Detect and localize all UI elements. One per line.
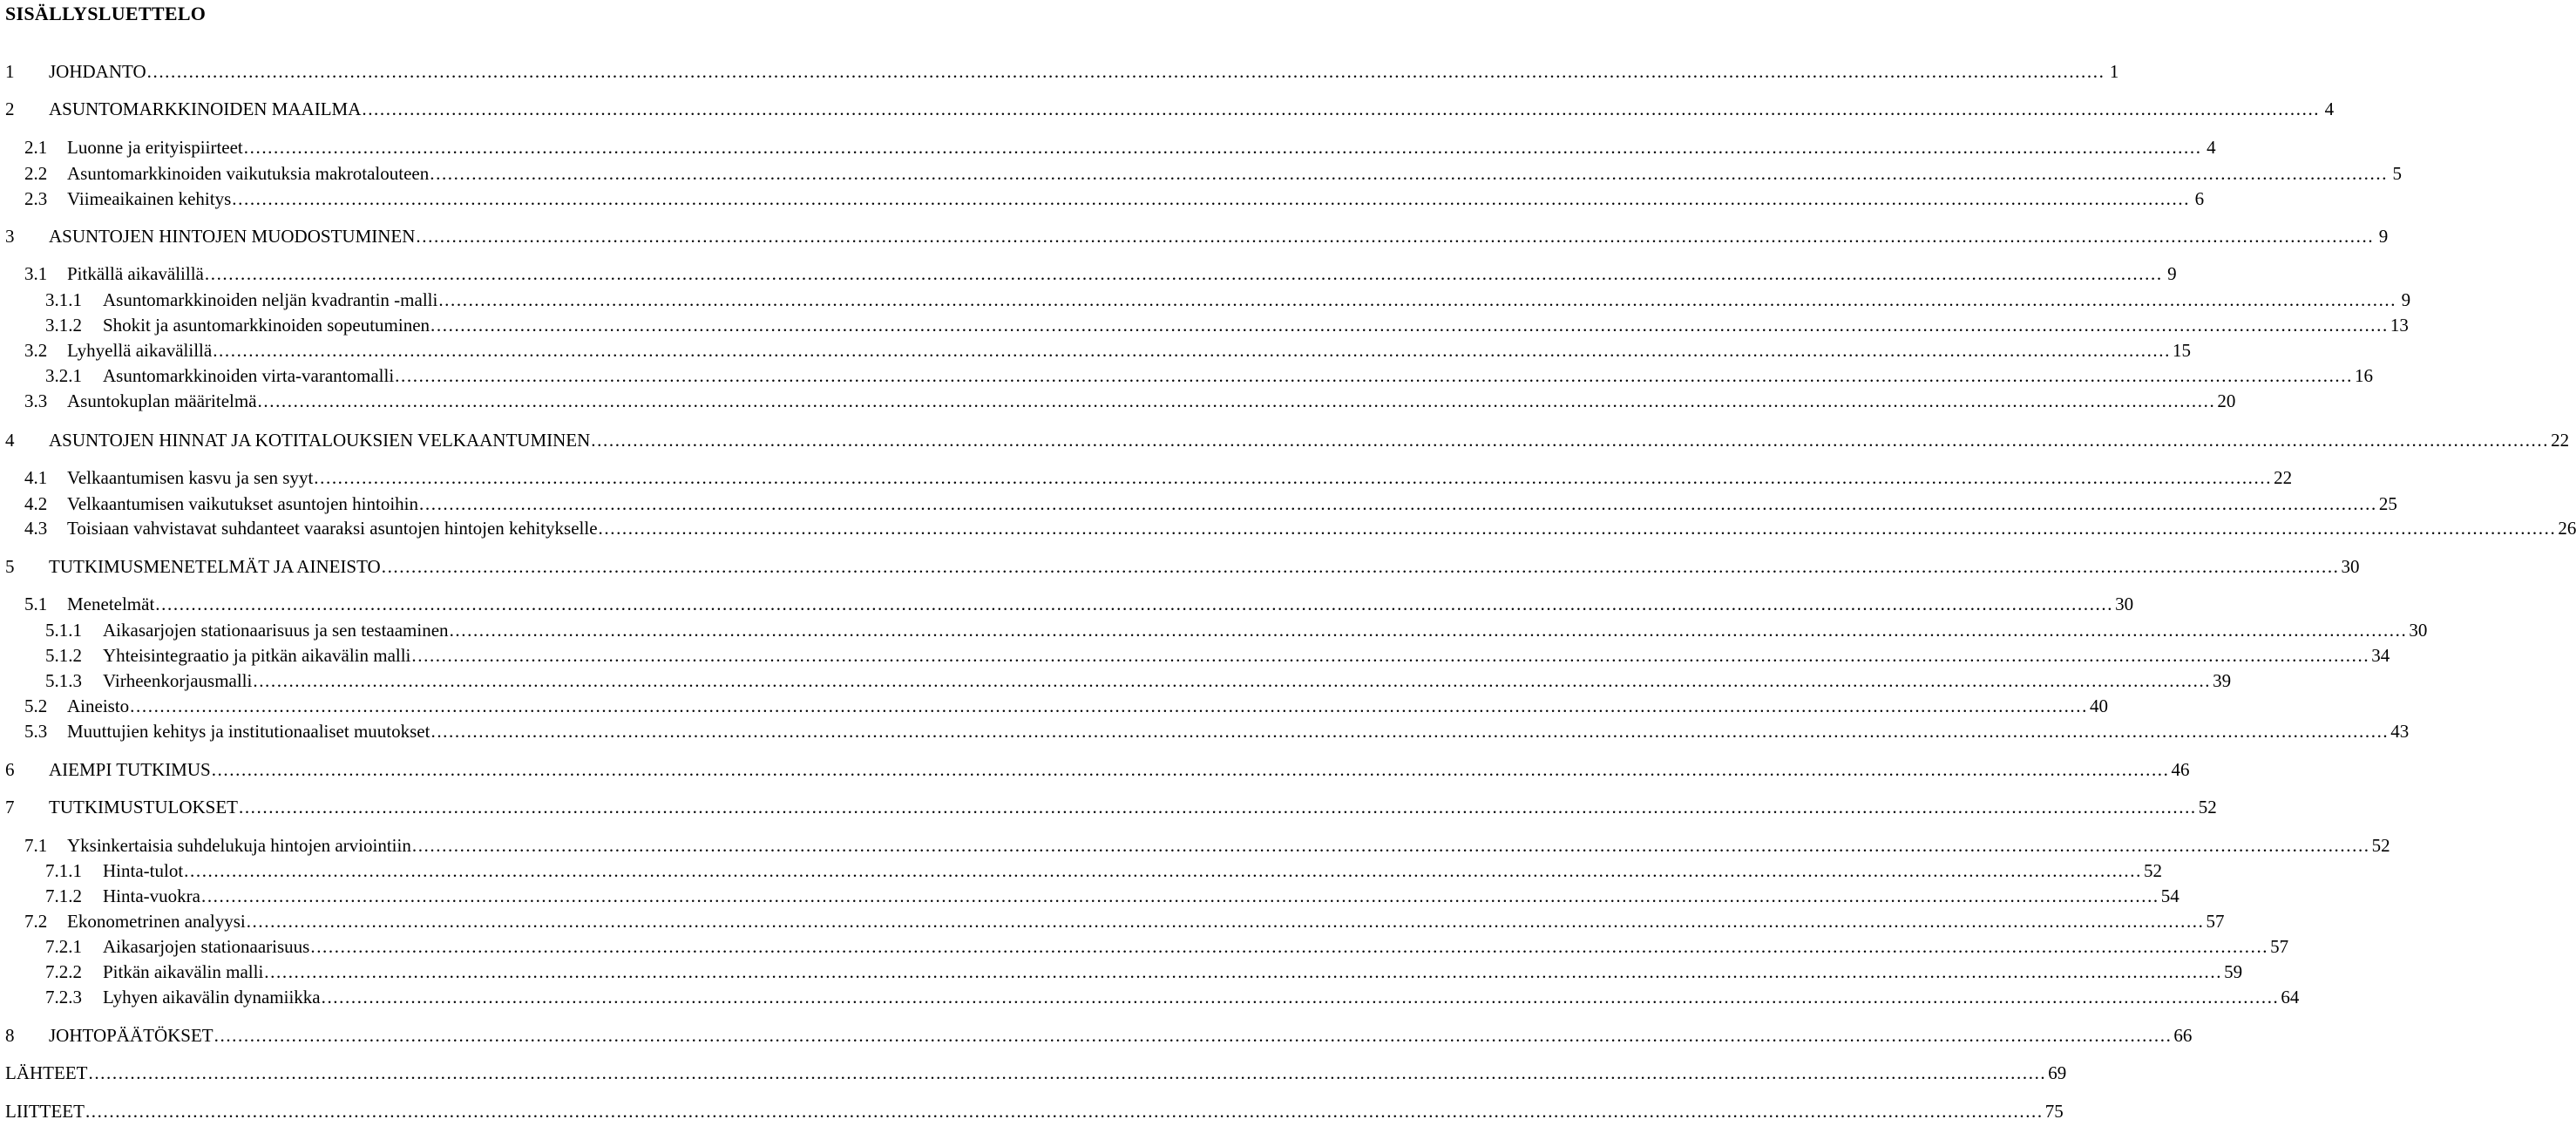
toc-entry-title: Luonne ja erityispiirteet	[67, 137, 243, 158]
toc-dot-leader	[450, 620, 2408, 641]
toc-dot-leader	[205, 263, 2163, 284]
toc-entry-number: 4.2	[24, 493, 48, 514]
toc-entry[interactable]	[0, 387, 2236, 411]
toc-entry-page-number: 22	[2551, 430, 2570, 451]
toc-entry-page-number: 6	[2194, 188, 2205, 209]
toc-entry-number: 7.2.3	[45, 987, 82, 1007]
toc-entry-title: ASUNTOMARKKINOIDEN MAAILMA	[49, 98, 362, 119]
toc-entry-title: LÄHTEET	[5, 1062, 88, 1083]
toc-entry-title: JOHDANTO	[49, 61, 146, 82]
toc-entry-number: 6	[5, 759, 15, 780]
toc-entry-title: Viimeaikainen kehitys	[67, 188, 232, 209]
toc-entry-number: 3.1.2	[45, 315, 82, 336]
toc-entry[interactable]	[0, 1059, 2067, 1083]
toc-entry-page-number: 43	[2390, 721, 2410, 742]
toc-entry-page-number: 13	[2390, 315, 2409, 336]
toc-entry-page-number: 16	[2354, 365, 2373, 386]
toc-entry[interactable]	[0, 159, 2403, 184]
toc-entry-page-number: 40	[2089, 695, 2108, 716]
toc-entry-number: 7.1	[24, 835, 48, 856]
toc-dot-leader	[213, 340, 2171, 361]
toc-entry-title: ASUNTOJEN HINTOJEN MUODOSTUMINEN	[49, 226, 416, 247]
toc-entry-number: 4.3	[24, 518, 48, 539]
toc-entry[interactable]	[0, 260, 2177, 284]
toc-entry[interactable]	[0, 311, 2409, 336]
toc-entry[interactable]	[0, 831, 2390, 856]
toc-dot-leader	[258, 390, 2216, 411]
toc-entry[interactable]	[0, 362, 2373, 386]
toc-entry-number: 4	[5, 430, 15, 451]
toc-entry-number: 7.1.2	[45, 885, 82, 906]
toc-entry-title: Yhteisintegraatio ja pitkän aikavälin malli	[103, 645, 411, 666]
toc-dot-leader	[362, 98, 2320, 119]
toc-entry-number: 5.1.3	[45, 670, 82, 691]
toc-entry-title: Ekonometrinen analyysi	[67, 911, 246, 932]
toc-entry[interactable]	[0, 590, 2134, 614]
toc-dot-leader	[130, 695, 2088, 716]
toc-entry-title: Velkaantumisen vaikutukset asuntojen hintoihin	[67, 493, 419, 514]
toc-entry-page-number: 57	[2270, 936, 2289, 957]
toc-dot-leader	[419, 493, 2377, 514]
toc-entry[interactable]	[0, 793, 2217, 818]
toc-dot-leader	[411, 645, 2369, 666]
toc-entry-title: Asuntokuplan määritelmä	[67, 390, 257, 411]
toc-entry-number: 5	[5, 556, 15, 577]
toc-dot-leader	[212, 759, 2170, 780]
toc-entry-page-number: 4	[2207, 137, 2216, 158]
toc-entry-title: Shokit ja asuntomarkkinoiden sopeutuminen	[103, 315, 430, 336]
toc-entry[interactable]	[0, 983, 2300, 1007]
toc-heading: SISÄLLYSLUETTELO	[5, 3, 207, 24]
toc-entry[interactable]	[0, 1097, 2064, 1122]
toc-entry-page-number: 9	[2167, 263, 2177, 284]
toc-entry-number: 5.3	[24, 721, 48, 742]
toc-entry[interactable]	[0, 464, 2293, 488]
toc-entry-page-number: 26	[2558, 518, 2576, 539]
toc-entry-title: Asuntomarkkinoiden vaikutuksia makrotalouteen	[67, 163, 430, 184]
toc-entry[interactable]	[0, 58, 2119, 82]
toc-entry-number: 2	[5, 98, 15, 119]
toc-entry-page-number: 52	[2143, 860, 2162, 881]
toc-entry-number: 7.1.1	[45, 860, 82, 881]
toc-entry-page-number: 30	[2115, 594, 2134, 614]
toc-entry-number: 3.2	[24, 340, 48, 361]
toc-entry-number: 7.2.1	[45, 936, 82, 957]
toc-entry[interactable]	[0, 667, 2232, 691]
toc-entry-page-number: 69	[2048, 1062, 2067, 1083]
toc-dot-leader	[382, 556, 2340, 577]
toc-entry-number: 5.2	[24, 695, 48, 716]
toc-entry-number: 3.2.1	[45, 365, 82, 386]
toc-entry-page-number: 64	[2281, 987, 2300, 1007]
toc-entry-title: Lyhyen aikavälin dynamiikka	[103, 987, 321, 1007]
toc-entry-title: Hinta-tulot	[103, 860, 184, 881]
toc-entry-title: Aineisto	[67, 695, 130, 716]
toc-entry-page-number: 20	[2217, 390, 2236, 411]
toc-entry-page-number: 34	[2371, 645, 2390, 666]
toc-entry-page-number: 4	[2324, 98, 2335, 119]
toc-entry-number: 7.2.2	[45, 961, 82, 982]
toc-entry[interactable]	[0, 882, 2179, 906]
toc-entry-title: Asuntomarkkinoiden virta-varantomalli	[103, 365, 395, 386]
toc-entry-page-number: 9	[2378, 226, 2389, 247]
toc-entry-title: Asuntomarkkinoiden neljän kvadrantin -malli	[103, 289, 438, 310]
toc-entry[interactable]	[0, 336, 2191, 361]
toc-entry-number: 8	[5, 1025, 15, 1046]
toc-dot-leader	[155, 594, 2113, 614]
toc-dot-leader	[314, 467, 2272, 488]
toc-entry-title: Pitkän aikavälin malli	[103, 961, 264, 982]
toc-entry[interactable]	[0, 907, 2225, 932]
toc-entry-page-number: 75	[2044, 1101, 2064, 1122]
toc-dot-leader	[599, 518, 2557, 539]
toc-entry[interactable]	[0, 857, 2162, 881]
toc-entry[interactable]	[0, 286, 2411, 310]
toc-entry[interactable]	[0, 717, 2410, 742]
toc-entry-page-number: 9	[2401, 289, 2411, 310]
toc-entry-number: 3.3	[24, 390, 48, 411]
toc-entry-page-number: 15	[2172, 340, 2191, 361]
toc-entry[interactable]	[0, 692, 2108, 716]
toc-dot-leader	[310, 936, 2268, 957]
toc-entry-title: Pitkällä aikavälillä	[67, 263, 204, 284]
toc-entry-number: 1	[5, 61, 15, 82]
toc-dot-leader	[88, 1062, 2046, 1083]
toc-entry-title: Aikasarjojen stationaarisuus	[103, 936, 310, 957]
toc-dot-leader	[264, 961, 2222, 982]
toc-dot-leader	[232, 188, 2190, 209]
toc-entry-title: LIITTEET	[5, 1101, 85, 1122]
toc-entry-number: 3.1.1	[45, 289, 82, 310]
toc-entry-number: 3	[5, 226, 15, 247]
toc-entry-page-number: 39	[2213, 670, 2232, 691]
toc-entry-number: 5.1	[24, 594, 48, 614]
toc-entry-page-number: 52	[2371, 835, 2390, 856]
toc-entry-page-number: 52	[2198, 797, 2217, 818]
toc-entry[interactable]	[0, 185, 2205, 209]
toc-entry-title: Yksinkertaisia suhdelukuja hintojen arviointiin	[67, 835, 411, 856]
toc-dot-leader	[214, 1025, 2173, 1046]
toc-entry-page-number: 5	[2392, 163, 2403, 184]
toc-entry-page-number: 57	[2206, 911, 2225, 932]
toc-dot-leader	[184, 860, 2142, 881]
toc-entry[interactable]	[0, 553, 2360, 577]
toc-entry[interactable]	[0, 958, 2243, 982]
toc-dot-leader	[430, 315, 2389, 336]
toc-entry-number: 7	[5, 797, 15, 818]
toc-entry[interactable]	[0, 616, 2428, 641]
toc-entry-title: Velkaantumisen kasvu ja sen syyt	[67, 467, 314, 488]
toc-entry-page-number: 22	[2274, 467, 2293, 488]
toc-dot-leader	[430, 163, 2388, 184]
toc-entry-title: Menetelmät	[67, 594, 155, 614]
toc-entry-number: 5.1.1	[45, 620, 82, 641]
toc-entry[interactable]	[0, 426, 2570, 451]
toc-entry[interactable]	[0, 641, 2390, 666]
toc-entry[interactable]	[0, 756, 2190, 780]
toc-entry-title: JOHTOPÄÄTÖKSET	[49, 1025, 214, 1046]
toc-entry-title: Toisiaan vahvistavat suhdanteet vaaraksi asuntojen hintojen kehitykselle	[67, 518, 598, 539]
toc-entry-title: Virheenkorjausmalli	[103, 670, 253, 691]
toc-entry-number: 2.1	[24, 137, 48, 158]
toc-entry-title: Aikasarjojen stationaarisuus ja sen testaaminen	[103, 620, 449, 641]
toc-dot-leader	[85, 1101, 2044, 1122]
toc-entry-page-number: 46	[2171, 759, 2190, 780]
toc-entry-number: 4.1	[24, 467, 48, 488]
toc-entry[interactable]	[0, 490, 2397, 514]
toc-entry-page-number: 1	[2109, 61, 2119, 82]
toc-entry-title: Lyhyellä aikavälillä	[67, 340, 213, 361]
toc-entry-title: ASUNTOJEN HINNAT JA KOTITALOUKSIEN VELKAANTUMINEN	[49, 430, 591, 451]
toc-entry[interactable]	[0, 933, 2289, 957]
toc-entry-number: 2.3	[24, 188, 48, 209]
toc-entry-title: AIEMPI TUTKIMUS	[49, 759, 211, 780]
toc-dot-leader	[147, 61, 2105, 82]
toc-dot-leader	[244, 137, 2202, 158]
toc-entry-page-number: 30	[2409, 620, 2428, 641]
toc-entry-title: TUTKIMUSTULOKSET	[49, 797, 238, 818]
toc-entry-title: Hinta-vuokra	[103, 885, 200, 906]
toc-entry-number: 3.1	[24, 263, 48, 284]
toc-entry-number: 5.1.2	[45, 645, 82, 666]
toc-entry-number: 2.2	[24, 163, 48, 184]
toc-dot-leader	[239, 797, 2197, 818]
toc-dot-leader	[201, 885, 2159, 906]
toc-dot-leader	[322, 987, 2280, 1007]
toc-dot-leader	[395, 365, 2353, 386]
toc-entry[interactable]	[0, 514, 2576, 539]
toc-entry-page-number: 25	[2378, 493, 2397, 514]
toc-entry-number: 7.2	[24, 911, 48, 932]
toc-entry[interactable]	[0, 95, 2335, 119]
toc-entry-page-number: 54	[2160, 885, 2179, 906]
toc-dot-leader	[591, 430, 2549, 451]
toc-entry-title: Muuttujien kehitys ja institutionaaliset muutokset	[67, 721, 430, 742]
toc-dot-leader	[253, 670, 2211, 691]
toc-entry-title: TUTKIMUSMENETELMÄT JA AINEISTO	[49, 556, 381, 577]
toc-entry-page-number: 59	[2224, 961, 2243, 982]
toc-entry-page-number: 66	[2173, 1025, 2193, 1046]
toc-dot-leader	[416, 226, 2374, 247]
toc-entry[interactable]	[0, 222, 2389, 247]
toc-dot-leader	[438, 289, 2396, 310]
toc-entry[interactable]	[0, 133, 2216, 158]
toc-dot-leader	[430, 721, 2389, 742]
toc-entry[interactable]	[0, 1021, 2193, 1046]
toc-entry-page-number: 30	[2341, 556, 2360, 577]
toc-dot-leader	[247, 911, 2205, 932]
toc-dot-leader	[412, 835, 2370, 856]
